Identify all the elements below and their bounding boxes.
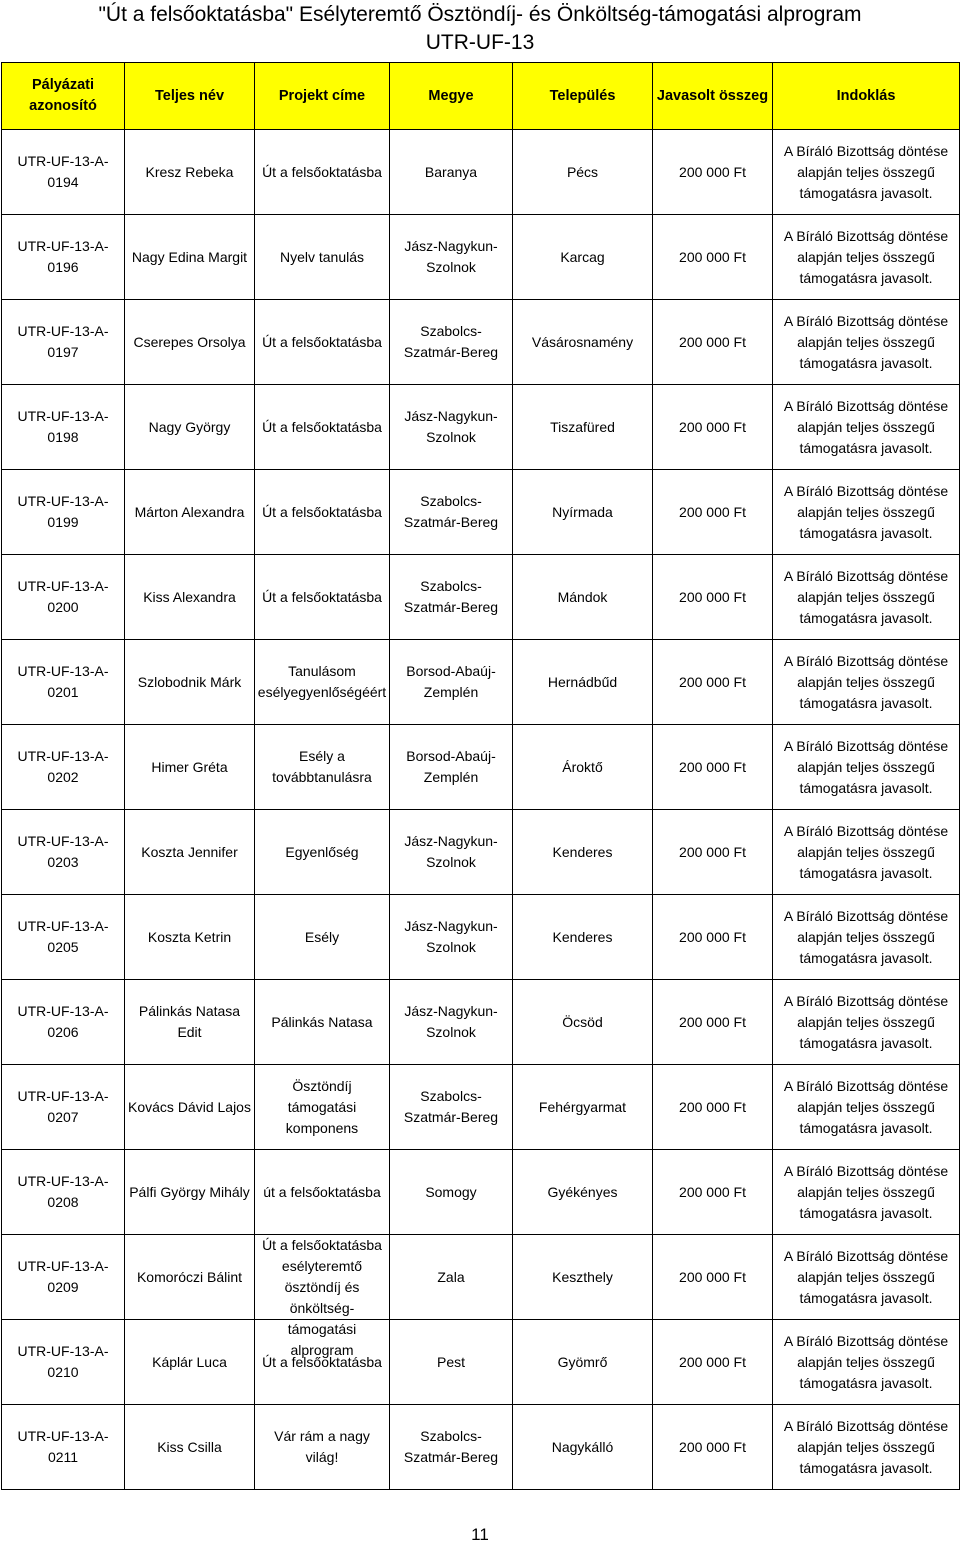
column-header-county: Megye	[390, 63, 513, 130]
cell-name-text: Kiss Alexandra	[143, 588, 236, 605]
table-header-row	[2, 63, 960, 130]
table-row	[2, 810, 960, 895]
column-header-amount: Javasolt összeg	[653, 63, 773, 130]
cell-id	[2, 1320, 125, 1405]
cell-county-text: Pest	[436, 1353, 465, 1370]
cell-county-text: Szabolcs-Szatmár-Bereg	[403, 493, 499, 530]
table-row	[2, 130, 960, 215]
cell-id	[2, 215, 125, 300]
cell-town	[513, 895, 653, 980]
cell-name	[125, 555, 255, 640]
table-row	[2, 980, 960, 1065]
cell-county	[390, 555, 513, 640]
cell-reason	[773, 1320, 960, 1405]
cell-id-text: UTR-UF-13-A-0211	[17, 1428, 109, 1465]
cell-county-text: Baranya	[424, 163, 478, 180]
table-row	[2, 215, 960, 300]
cell-name	[125, 895, 255, 980]
cell-id-text: UTR-UF-13-A-0194	[17, 153, 109, 190]
table-row	[2, 725, 960, 810]
cell-county-text: Szabolcs-Szatmár-Bereg	[403, 1088, 499, 1125]
cell-town	[513, 725, 653, 810]
cell-name	[125, 1320, 255, 1405]
table-row	[2, 385, 960, 470]
column-header-project: Projekt címe	[255, 63, 390, 130]
cell-project-text: Egyenlőség	[285, 843, 359, 860]
cell-amount-text: 200 000 Ft	[679, 248, 746, 265]
cell-town-text: Kenderes	[552, 928, 613, 945]
cell-id-text: UTR-UF-13-A-0201	[17, 663, 109, 700]
cell-project-text: Tanulásom esélyegyenlőségéért	[257, 663, 387, 700]
cell-project-text: Út a felsőoktatásba esélyteremtő ösztöndíj és önköltség-támogatási alprogram	[262, 1237, 382, 1358]
document-title: "Út a felsőoktatásba" Esélyteremtő Ösztöndíj- és Önköltség-támogatási alprogram	[98, 3, 862, 26]
cell-id	[2, 1150, 125, 1235]
cell-reason	[773, 1405, 960, 1490]
table-row	[2, 300, 960, 385]
cell-town	[513, 470, 653, 555]
cell-town-text: Vásárosnamény	[531, 333, 634, 350]
cell-amount	[653, 470, 773, 555]
table-row	[2, 1150, 960, 1235]
cell-project	[255, 1235, 390, 1358]
cell-name	[125, 130, 255, 215]
cell-county-text: Jász-Nagykun-Szolnok	[404, 918, 498, 955]
cell-id-text: UTR-UF-13-A-0197	[17, 323, 109, 360]
column-header-town: Település	[513, 63, 653, 130]
cell-reason-text: A Bíráló Bizottság döntése alapján teljes összegű támogatásra javasolt.	[783, 142, 949, 201]
cell-name	[125, 470, 255, 555]
cell-name-text: Márton Alexandra	[134, 503, 245, 520]
cell-project-text: Pálinkás Natasa	[271, 1013, 373, 1030]
column-header-name: Teljes név	[125, 63, 255, 130]
cell-amount-text: 200 000 Ft	[679, 1183, 746, 1200]
cell-county-text: Jász-Nagykun-Szolnok	[404, 238, 498, 275]
cell-reason	[773, 300, 960, 385]
cell-county	[390, 810, 513, 895]
cell-id	[2, 300, 125, 385]
cell-reason-text: A Bíráló Bizottság döntése alapján teljes összegű támogatásra javasolt.	[783, 227, 949, 286]
cell-id-text: UTR-UF-13-A-0209	[17, 1258, 109, 1295]
cell-amount-text: 200 000 Ft	[679, 1098, 746, 1115]
cell-name	[125, 725, 255, 810]
cell-amount-text: 200 000 Ft	[679, 333, 746, 350]
cell-county-text: Szabolcs-Szatmár-Bereg	[403, 323, 499, 360]
cell-project	[255, 1405, 390, 1490]
cell-project	[255, 980, 390, 1065]
cell-id-text: UTR-UF-13-A-0198	[17, 408, 109, 445]
cell-county-text: Somogy	[425, 1183, 477, 1200]
column-header-id: Pályázati azonosító	[2, 63, 125, 130]
cell-reason-text: A Bíráló Bizottság döntése alapján teljes összegű támogatásra javasolt.	[783, 1332, 949, 1391]
cell-name-text: Kovács Dávid Lajos	[128, 1098, 251, 1115]
cell-amount-text: 200 000 Ft	[679, 1268, 746, 1285]
cell-town	[513, 385, 653, 470]
cell-project-text: Út a felsőoktatásba	[262, 1353, 382, 1370]
cell-amount	[653, 1065, 773, 1150]
cell-name	[125, 215, 255, 300]
cell-name	[125, 1150, 255, 1235]
cell-town-text: Nagykálló	[551, 1438, 614, 1455]
cell-reason-text: A Bíráló Bizottság döntése alapján teljes összegű támogatásra javasolt.	[783, 907, 949, 966]
cell-reason	[773, 130, 960, 215]
cell-project-text: Ösztöndíj támogatási komponens	[285, 1077, 359, 1136]
cell-town-text: Hernádbűd	[547, 673, 618, 690]
cell-reason	[773, 1065, 960, 1150]
cell-reason-text: A Bíráló Bizottság döntése alapján teljes összegű támogatásra javasolt.	[783, 1417, 949, 1476]
table-row	[2, 1405, 960, 1490]
cell-id	[2, 725, 125, 810]
cell-project	[255, 215, 390, 300]
cell-reason	[773, 980, 960, 1065]
cell-county-text: Borsod-Abaúj-Zemplén	[406, 748, 496, 785]
cell-amount	[653, 1150, 773, 1235]
cell-amount	[653, 555, 773, 640]
cell-amount	[653, 895, 773, 980]
cell-project-text: Út a felsőoktatásba	[262, 588, 382, 605]
cell-town-text: Pécs	[566, 163, 599, 180]
cell-county	[390, 215, 513, 300]
column-header-reason: Indoklás	[773, 63, 960, 130]
cell-reason	[773, 1150, 960, 1235]
cell-town-text: Karcag	[560, 248, 605, 265]
cell-id	[2, 1065, 125, 1150]
cell-amount	[653, 810, 773, 895]
cell-id	[2, 470, 125, 555]
cell-project	[255, 810, 390, 895]
cell-amount-text: 200 000 Ft	[679, 758, 746, 775]
cell-id	[2, 555, 125, 640]
cell-amount	[653, 1320, 773, 1405]
cell-name	[125, 1405, 255, 1490]
cell-reason	[773, 895, 960, 980]
cell-project	[255, 300, 390, 385]
cell-id	[2, 980, 125, 1065]
cell-county	[390, 385, 513, 470]
cell-town	[513, 1320, 653, 1405]
cell-reason	[773, 1235, 960, 1320]
document-subtitle-code: UTR-UF-13	[425, 31, 535, 54]
cell-id-text: UTR-UF-13-A-0202	[17, 748, 109, 785]
cell-project	[255, 640, 390, 725]
cell-amount	[653, 300, 773, 385]
cell-county	[390, 130, 513, 215]
cell-town-text: Öcsöd	[562, 1013, 603, 1030]
cell-amount	[653, 725, 773, 810]
cell-amount	[653, 215, 773, 300]
cell-county	[390, 1065, 513, 1150]
cell-reason-text: A Bíráló Bizottság döntése alapján teljes összegű támogatásra javasolt.	[783, 567, 949, 626]
cell-name-text: Komoróczi Bálint	[136, 1268, 243, 1285]
cell-project	[255, 1065, 390, 1150]
table-row	[2, 1065, 960, 1150]
cell-reason-text: A Bíráló Bizottság döntése alapján teljes összegű támogatásra javasolt.	[783, 1162, 949, 1221]
cell-amount	[653, 130, 773, 215]
cell-town	[513, 555, 653, 640]
cell-town-text: Keszthely	[552, 1268, 613, 1285]
cell-id	[2, 385, 125, 470]
cell-county	[390, 640, 513, 725]
cell-amount-text: 200 000 Ft	[679, 588, 746, 605]
cell-town-text: Fehérgyarmat	[538, 1098, 627, 1115]
cell-name	[125, 385, 255, 470]
cell-id-text: UTR-UF-13-A-0196	[17, 238, 109, 275]
cell-name-text: Nagy Edina Margit	[131, 248, 248, 265]
page-number: 11	[471, 1525, 489, 1544]
cell-town	[513, 1235, 653, 1320]
cell-id	[2, 1235, 125, 1320]
table-row	[2, 895, 960, 980]
cell-id	[2, 1405, 125, 1490]
cell-reason-text: A Bíráló Bizottság döntése alapján teljes összegű támogatásra javasolt.	[783, 652, 949, 711]
cell-name-text: Kiss Csilla	[157, 1438, 222, 1455]
cell-county-text: Jász-Nagykun-Szolnok	[404, 408, 498, 445]
cell-town-text: Gyömrő	[557, 1353, 608, 1370]
cell-reason	[773, 215, 960, 300]
cell-id-text: UTR-UF-13-A-0200	[17, 578, 109, 615]
cell-id-text: UTR-UF-13-A-0206	[17, 1003, 109, 1040]
cell-town	[513, 810, 653, 895]
cell-project-text: Vár rám a nagy világ!	[274, 1428, 370, 1465]
cell-town-text: Mándok	[557, 588, 608, 605]
cell-reason-text: A Bíráló Bizottság döntése alapján teljes összegű támogatásra javasolt.	[783, 397, 949, 456]
cell-amount-text: 200 000 Ft	[679, 1438, 746, 1455]
cell-project-text: Esély	[304, 928, 340, 945]
cell-project-text: Út a felsőoktatásba	[262, 503, 382, 520]
table-row	[2, 1320, 960, 1405]
cell-name-text: Nagy György	[148, 418, 231, 435]
cell-amount-text: 200 000 Ft	[679, 503, 746, 520]
cell-reason	[773, 385, 960, 470]
cell-name	[125, 810, 255, 895]
cell-reason-text: A Bíráló Bizottság döntése alapján teljes összegű támogatásra javasolt.	[783, 822, 949, 881]
cell-county-text: Borsod-Abaúj-Zemplén	[406, 663, 496, 700]
cell-amount-text: 200 000 Ft	[679, 1013, 746, 1030]
cell-reason	[773, 470, 960, 555]
cell-county-text: Szabolcs-Szatmár-Bereg	[403, 1428, 499, 1465]
cell-reason-text: A Bíráló Bizottság döntése alapján teljes összegű támogatásra javasolt.	[783, 482, 949, 541]
cell-id	[2, 895, 125, 980]
cell-project-text: Út a felsőoktatásba	[262, 418, 382, 435]
cell-id	[2, 130, 125, 215]
cell-id	[2, 640, 125, 725]
cell-county	[390, 725, 513, 810]
cell-reason	[773, 725, 960, 810]
cell-amount-text: 200 000 Ft	[679, 1353, 746, 1370]
cell-amount	[653, 385, 773, 470]
cell-county	[390, 895, 513, 980]
cell-project-text: Út a felsőoktatásba	[262, 163, 382, 180]
cell-town	[513, 980, 653, 1065]
cell-name-text: Koszta Ketrin	[147, 928, 232, 945]
cell-project-text: Esély a továbbtanulásra	[272, 748, 372, 785]
cell-name	[125, 980, 255, 1065]
table-row	[2, 1235, 960, 1320]
cell-county-text: Szabolcs-Szatmár-Bereg	[403, 578, 499, 615]
cell-id-text: UTR-UF-13-A-0203	[17, 833, 109, 870]
cell-name-text: Cserepes Orsolya	[133, 333, 246, 350]
cell-name	[125, 300, 255, 385]
cell-id-text: UTR-UF-13-A-0208	[17, 1173, 109, 1210]
cell-town-text: Ároktő	[562, 758, 603, 775]
cell-id-text: UTR-UF-13-A-0207	[17, 1088, 109, 1125]
cell-amount-text: 200 000 Ft	[679, 673, 746, 690]
cell-id-text: UTR-UF-13-A-0199	[17, 493, 109, 530]
cell-town-text: Tiszafüred	[550, 418, 615, 435]
cell-county	[390, 1405, 513, 1490]
cell-town	[513, 640, 653, 725]
cell-county-text: Jász-Nagykun-Szolnok	[404, 1003, 498, 1040]
cell-project	[255, 1150, 390, 1235]
cell-project	[255, 385, 390, 470]
table-row	[2, 470, 960, 555]
cell-county-text: Jász-Nagykun-Szolnok	[404, 833, 498, 870]
cell-name	[125, 640, 255, 725]
cell-town	[513, 300, 653, 385]
cell-name-text: Káplár Luca	[152, 1353, 227, 1370]
cell-county	[390, 1150, 513, 1235]
cell-project	[255, 130, 390, 215]
cell-town-text: Nyírmada	[552, 503, 613, 520]
cell-name-text: Szlobodnik Márk	[137, 673, 242, 690]
cell-county	[390, 1235, 513, 1320]
cell-town	[513, 130, 653, 215]
cell-town-text: Gyékényes	[547, 1183, 618, 1200]
cell-reason-text: A Bíráló Bizottság döntése alapján teljes összegű támogatásra javasolt.	[783, 1077, 949, 1136]
cell-county-text: Zala	[437, 1268, 465, 1285]
cell-id-text: UTR-UF-13-A-0210	[17, 1343, 109, 1380]
cell-reason-text: A Bíráló Bizottság döntése alapján teljes összegű támogatásra javasolt.	[783, 992, 949, 1051]
cell-reason	[773, 640, 960, 725]
cell-project	[255, 725, 390, 810]
cell-project-text: út a felsőoktatásba	[263, 1183, 381, 1200]
cell-id-text: UTR-UF-13-A-0205	[17, 918, 109, 955]
cell-name	[125, 1065, 255, 1150]
cell-project	[255, 555, 390, 640]
cell-project	[255, 895, 390, 980]
cell-amount	[653, 1405, 773, 1490]
cell-name-text: Pálinkás Natasa Edit	[138, 1003, 241, 1040]
cell-county	[390, 470, 513, 555]
cell-reason-text: A Bíráló Bizottság döntése alapján teljes összegű támogatásra javasolt.	[783, 312, 949, 371]
cell-reason-text: A Bíráló Bizottság döntése alapján teljes összegű támogatásra javasolt.	[783, 1247, 949, 1306]
cell-name-text: Kresz Rebeka	[145, 163, 234, 180]
grant-table	[1, 62, 960, 1490]
cell-county	[390, 1320, 513, 1405]
cell-name	[125, 1235, 255, 1320]
cell-reason-text: A Bíráló Bizottság döntése alapján teljes összegű támogatásra javasolt.	[783, 737, 949, 796]
cell-amount-text: 200 000 Ft	[679, 418, 746, 435]
cell-name-text: Himer Gréta	[151, 758, 228, 775]
cell-town	[513, 1150, 653, 1235]
table-row	[2, 640, 960, 725]
cell-project-text: Út a felsőoktatásba	[262, 333, 382, 350]
cell-name-text: Pálfi György Mihály	[129, 1183, 250, 1200]
cell-town	[513, 1405, 653, 1490]
cell-project	[255, 470, 390, 555]
cell-reason	[773, 810, 960, 895]
table-row	[2, 555, 960, 640]
cell-reason	[773, 555, 960, 640]
cell-county	[390, 300, 513, 385]
cell-town-text: Kenderes	[552, 843, 613, 860]
cell-county	[390, 980, 513, 1065]
cell-town	[513, 215, 653, 300]
cell-amount	[653, 1235, 773, 1320]
cell-amount	[653, 640, 773, 725]
cell-amount-text: 200 000 Ft	[679, 163, 746, 180]
cell-amount	[653, 980, 773, 1065]
cell-amount-text: 200 000 Ft	[679, 843, 746, 860]
cell-town	[513, 1065, 653, 1150]
cell-amount-text: 200 000 Ft	[679, 928, 746, 945]
cell-id	[2, 810, 125, 895]
cell-name-text: Koszta Jennifer	[141, 843, 238, 860]
cell-project-text: Nyelv tanulás	[279, 248, 365, 265]
